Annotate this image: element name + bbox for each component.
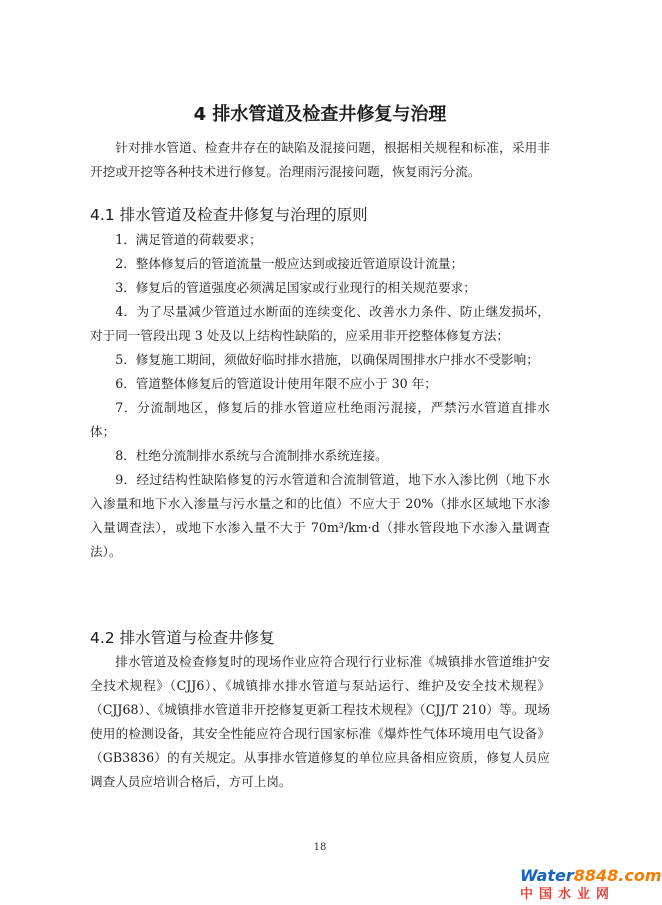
section-heading-4-2: 4.2 排水管道与检查井修复 xyxy=(90,629,275,647)
watermark-cn-name: 中国水业网 xyxy=(520,887,616,902)
list-item: 9．经过结构性缺陷修复的污水管道和合流制管道，地下水入渗比例（地下水入渗量和地下水入渗量与污水量之和的比值）不应大于 20%（排水区域地下水渗入量调查法），或地下水渗入量不大于 70m³/km·d（排水管段地下水渗入量调查法）。 xyxy=(90,472,550,559)
list-item: 5．修复施工期间，须做好临时排水措施，以确保周围排水户排水不受影响； xyxy=(115,352,539,367)
list-item: 6．管道整体修复后的管道设计使用年限不应小于 30 年； xyxy=(115,376,437,391)
list-item: 7．分流制地区，修复后的排水管道应杜绝雨污混接，严禁污水管道直排水体； xyxy=(90,400,550,439)
section-heading-4-1: 4.1 排水管道及检查井修复与治理的原则 xyxy=(90,206,368,224)
chapter-title: 4 排水管道及检查井修复与治理 xyxy=(193,104,447,125)
list-item: 3．修复后的管道强度必须满足国家或行业现行的相关规范要求； xyxy=(115,280,476,295)
list-item: 8．杜绝分流制排水系统与合流制排水系统连接。 xyxy=(115,448,388,463)
principles-list xyxy=(90,228,550,564)
section-4-2-paragraph: 排水管道及检查修复时的现场作业应符合现行行业标准《城镇排水管道维护安全技术规程》（CJJ6）、《城镇排水排水管道与泵站运行、维护及安全技术规程》（CJJ68）、《城镇排水管道非开挖修复更新工程技术规程》（CJJ/T 210）等。现场使用的检测设备，其安全性能应符合现行国家标准《爆炸性气体环境用电气设备》（GB3836）的有关规定。从事排水管道修复的单位应具备相应资质，修复人员应调查人员应培训合格后，方可上岗。 xyxy=(90,654,550,789)
watermark-brand-prefix: Water xyxy=(520,866,574,885)
list-item: 1．满足管道的荷载要求； xyxy=(115,232,262,247)
page-number: 18 xyxy=(313,842,327,853)
list-item: 2．整体修复后的管道流量一般应达到或接近管道原设计流量； xyxy=(115,256,464,271)
watermark-brand-suffix: 8848.com xyxy=(573,866,662,885)
site-watermark-logo xyxy=(520,866,662,902)
list-item: 4．为了尽量减少管道过水断面的连续变化、改善水力条件、防止继发损坏，对于同一管段出现 3 处及以上结构性缺陷的，应采用非开挖整体修复方法； xyxy=(90,304,550,343)
intro-paragraph: 针对排水管道、检查井存在的缺陷及混接问题，根据相关规程和标准，采用非开挖或开挖等各种技术进行修复。治理雨污混接问题，恢复雨污分流。 xyxy=(90,140,550,179)
